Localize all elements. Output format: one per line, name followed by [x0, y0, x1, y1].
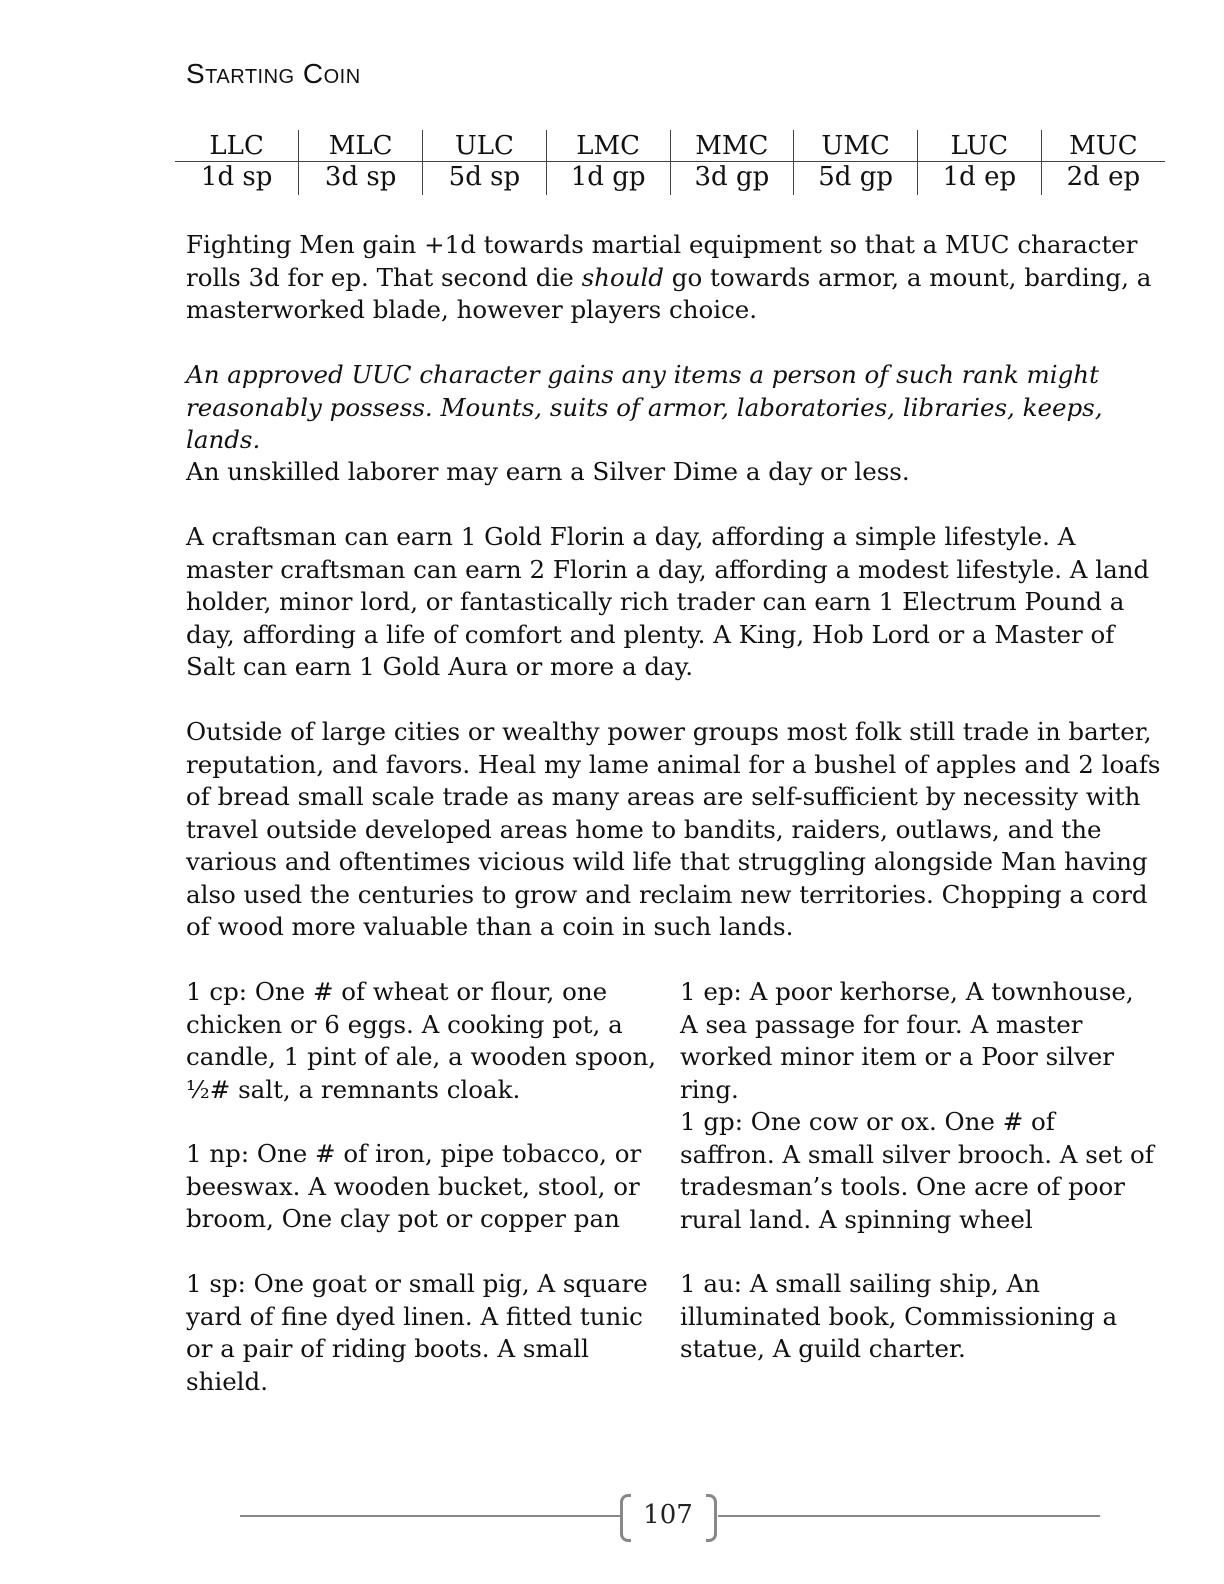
section-heading: Starting Coin [186, 58, 361, 89]
table-cell: 1d gp [546, 162, 670, 196]
table-cell: 1d ep [918, 162, 1042, 196]
starting-coin-table [175, 130, 1165, 195]
price-entry-gp: 1 gp: One cow or ox. One # of saffron. A small silver brooch. A set of tradesman’s tools. One acre of poor rural land. A spinning wheel [680, 1107, 1154, 1234]
table-header-cell: UMC [794, 130, 918, 162]
paragraph-text: Fighting Men gain +1d towards martial equipment so that a MUC character rolls 3d for ep. That second die [186, 230, 1138, 292]
table-header-cell: MLC [299, 130, 423, 162]
footer-rule-right [718, 1515, 1100, 1517]
table-header-cell: LUC [918, 130, 1042, 162]
table-header-cell: LMC [546, 130, 670, 162]
fighting-men-paragraph [186, 229, 1166, 327]
paragraph-text: go towards armor, a mount, barding, a masterworked blade, however players choice. [186, 262, 1152, 324]
table-row [175, 162, 1165, 196]
craftsman-paragraph: A craftsman can earn 1 Gold Florin a day, affording a simple lifestyle. A master craftsman can earn 2 Florin a day, affording a modest lifestyle. A land holder, minor lord, or fantastically rich trader can earn 1 Electrum Pound a day, affording a life of comfort and plenty. A King, Hob Lord or a Master of Salt can earn 1 Gold Aura or more a day. [186, 522, 1150, 681]
price-entry-sp: 1 sp: One goat or small pig, A square yard of fine dyed linen. A fitted tunic or a pair of riding boots. A small shield. [186, 1269, 648, 1396]
laborer-paragraph: An unskilled laborer may earn a Silver Dime a day or less. [186, 457, 910, 486]
price-entry-np: 1 np: One # of iron, pipe tobacco, or beeswax. A wooden bucket, stool, or broom, One clay pot or copper pan [186, 1139, 642, 1233]
footer-bracket-right [706, 1494, 717, 1542]
table-header-row [175, 130, 1165, 162]
table-cell: 1d sp [200, 162, 273, 192]
table-header-cell: MUC [1041, 130, 1165, 162]
price-entry-au: 1 au: A small sailing ship, An illuminated book, Commissioning a statue, A guild charter. [680, 1269, 1118, 1363]
table-cell: 2d ep [1041, 162, 1165, 196]
table-cell: 5d gp [794, 162, 918, 196]
table-header-cell: MMC [670, 130, 794, 162]
uuc-paragraph: An approved UUC character gains any items a person of such rank might reasonably possess. Mounts, suits of armor, laboratories, libraries, keeps, lands. [186, 360, 1103, 454]
emphasis-text: should [581, 262, 664, 292]
table-cell: 3d gp [670, 162, 794, 196]
price-entry-ep: 1 ep: A poor kerhorse, A townhouse, A sea passage for four. A master worked minor item or a Poor silver ring. [680, 977, 1134, 1104]
footer-rule-left [240, 1515, 620, 1517]
footer-bracket-left [620, 1494, 631, 1542]
table-cell: 5d sp [423, 162, 547, 196]
table-header-cell: LLC [175, 130, 299, 162]
page-number: 107 [643, 1500, 693, 1530]
barter-paragraph: Outside of large cities or wealthy power groups most folk still trade in barter, reputation, and favors. Heal my lame animal for a bushel of apples and 2 loafs of bread small scale trade as many areas are self-sufficient by necessity with travel outside developed areas home to bandits, raiders, outlaws, and the various and oftentimes vicious wild life that struggling alongside Man having also used the centuries to grow and reclaim new territories. Chopping a cord of wood more valuable than a coin in such lands. [186, 717, 1161, 941]
price-entry-cp: 1 cp: One # of wheat or flour, one chicken or 6 eggs. A cooking pot, a candle, 1 pint of ale, a wooden spoon, ½# salt, a remnants cloak. [186, 977, 657, 1104]
table-header-cell: ULC [423, 130, 547, 162]
table-cell: 3d sp [299, 162, 423, 196]
